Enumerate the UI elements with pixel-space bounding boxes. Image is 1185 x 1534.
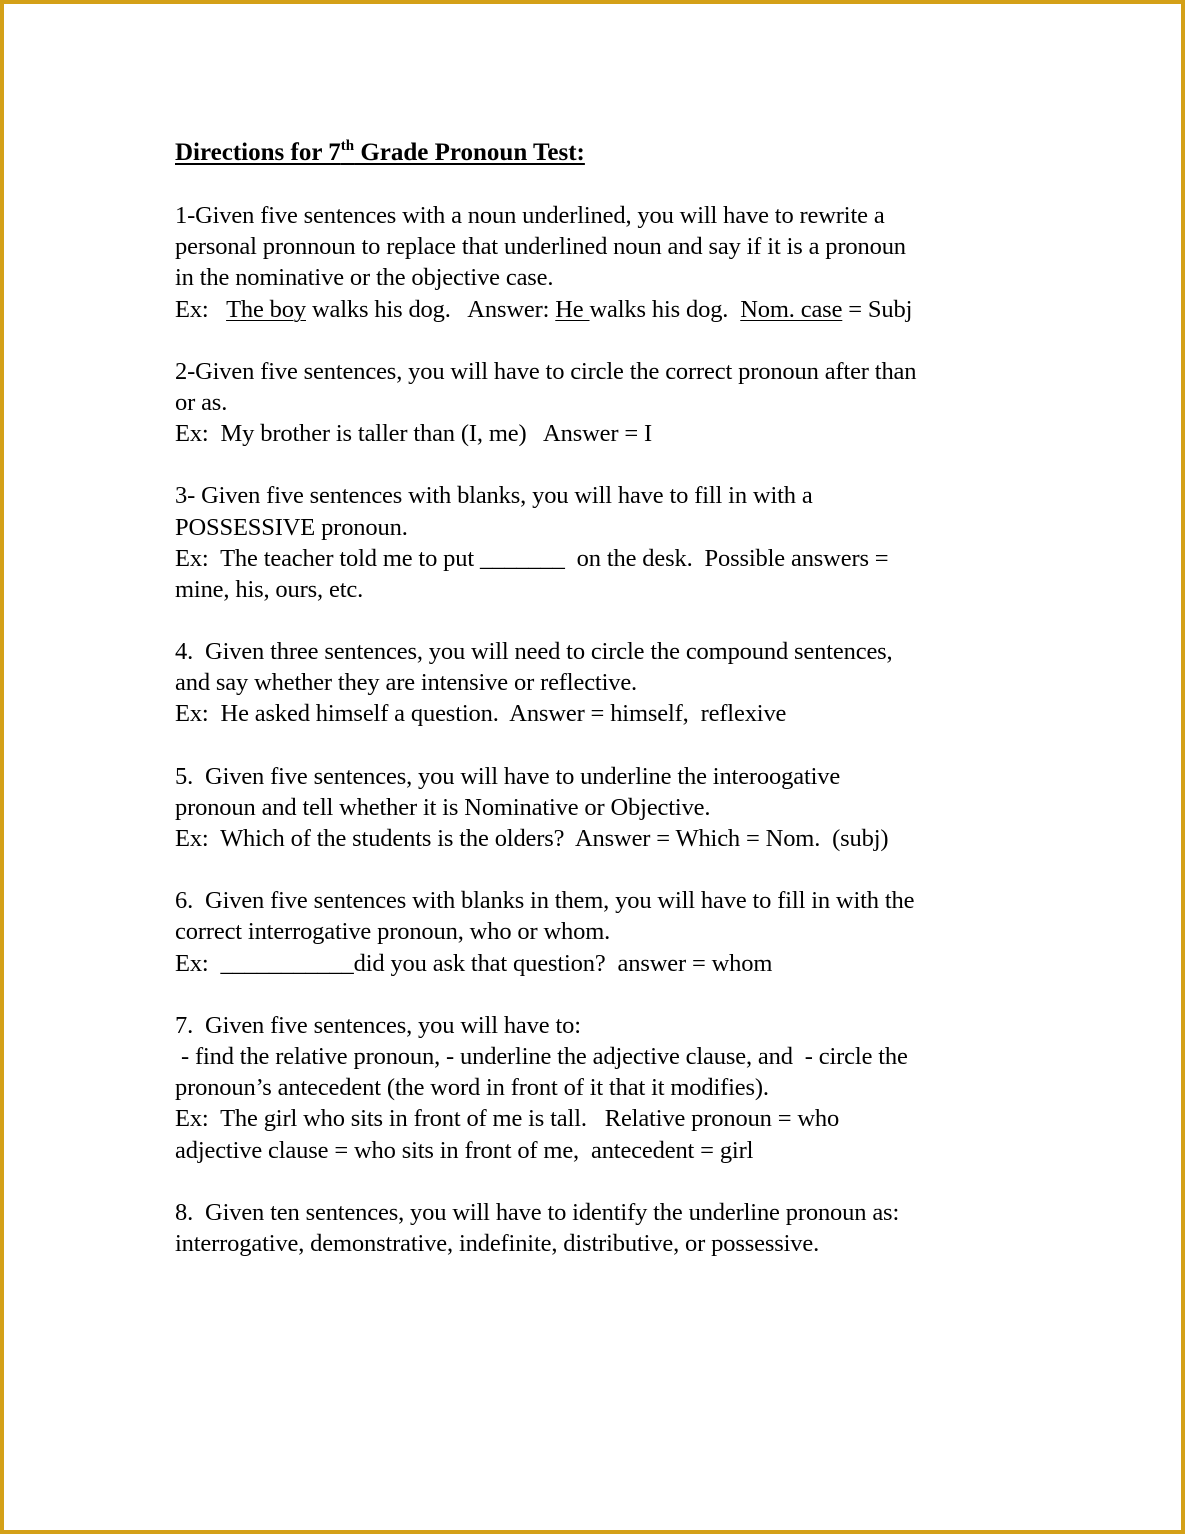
section-line: interrogative, demonstrative, indefinite, distributive, or possessive. bbox=[175, 1229, 820, 1257]
example-text: walks his dog. Answer: bbox=[305, 295, 556, 323]
section-line: personal pronnoun to replace that underlined noun and say if it is a pronoun bbox=[175, 233, 906, 261]
example-line: Ex: ___________did you ask that question? answer = whom bbox=[175, 949, 773, 977]
example-text: walks his dog. bbox=[589, 295, 741, 323]
underlined-case: Nom. case bbox=[740, 295, 843, 323]
direction-section-5 bbox=[175, 761, 1035, 855]
example-line: mine, his, ours, etc. bbox=[175, 575, 364, 603]
example-prefix: Ex: bbox=[175, 295, 227, 323]
section-line: 1-Given five sentences with a noun underlined, you will have to rewrite a bbox=[175, 202, 885, 229]
section-line: 5. Given five sentences, you will have to underline the interoogative bbox=[175, 762, 841, 790]
section-line: 4. Given three sentences, you will need to circle the compound sentences, bbox=[175, 638, 893, 666]
example-line bbox=[175, 294, 1035, 325]
direction-section-1 bbox=[175, 200, 1035, 325]
title-prefix: Directions for 7 bbox=[175, 139, 341, 166]
example-text: = Subj bbox=[842, 295, 913, 323]
section-line: - find the relative pronoun, - underline the adjective clause, and - circle the bbox=[175, 1042, 908, 1070]
direction-section-4 bbox=[175, 636, 1035, 730]
section-line: 8. Given ten sentences, you will have to identify the underline pronoun as: bbox=[175, 1198, 900, 1226]
document-page bbox=[175, 136, 1035, 1259]
example-line: Ex: Which of the students is the olders? Answer = Which = Nom. (subj) bbox=[175, 825, 889, 852]
section-line: POSSESSIVE pronoun. bbox=[175, 513, 408, 541]
section-line: correct interrogative pronoun, who or whom. bbox=[175, 918, 611, 946]
section-line: pronoun’s antecedent (the word in front of it that it modifies). bbox=[175, 1074, 769, 1102]
title-superscript: th bbox=[340, 138, 355, 154]
direction-section-3 bbox=[175, 480, 1035, 605]
direction-section-7 bbox=[175, 1010, 1035, 1166]
section-line: in the nominative or the objective case. bbox=[175, 264, 554, 292]
section-line: 2-Given five sentences, you will have to circle the correct pronoun after than bbox=[175, 357, 917, 385]
example-line: Ex: The girl who sits in front of me is tall. Relative pronoun = who bbox=[175, 1105, 840, 1133]
direction-section-8 bbox=[175, 1197, 1035, 1259]
underlined-pronoun: He bbox=[555, 295, 590, 323]
section-line: 7. Given five sentences, you will have to: bbox=[175, 1011, 581, 1039]
example-line: adjective clause = who sits in front of me, antecedent = girl bbox=[175, 1136, 754, 1164]
example-line: Ex: My brother is taller than (I, me) Answer = I bbox=[175, 420, 652, 448]
page-title bbox=[175, 136, 1035, 170]
direction-section-6 bbox=[175, 885, 1035, 979]
section-line: pronoun and tell whether it is Nominative or Objective. bbox=[175, 793, 711, 821]
section-line: 6. Given five sentences with blanks in them, you will have to fill in with the bbox=[175, 887, 915, 915]
section-line: and say whether they are intensive or reflective. bbox=[175, 669, 638, 697]
title-suffix: Grade Pronoun Test: bbox=[354, 139, 585, 166]
direction-section-2 bbox=[175, 356, 1035, 450]
section-line: or as. bbox=[175, 388, 228, 416]
example-line: Ex: The teacher told me to put _______ on the desk. Possible answers = bbox=[175, 544, 889, 572]
example-line: Ex: He asked himself a question. Answer = himself, reflexive bbox=[175, 700, 787, 728]
section-line: 3- Given five sentences with blanks, you will have to fill in with a bbox=[175, 482, 813, 510]
underlined-noun: The boy bbox=[226, 295, 306, 323]
